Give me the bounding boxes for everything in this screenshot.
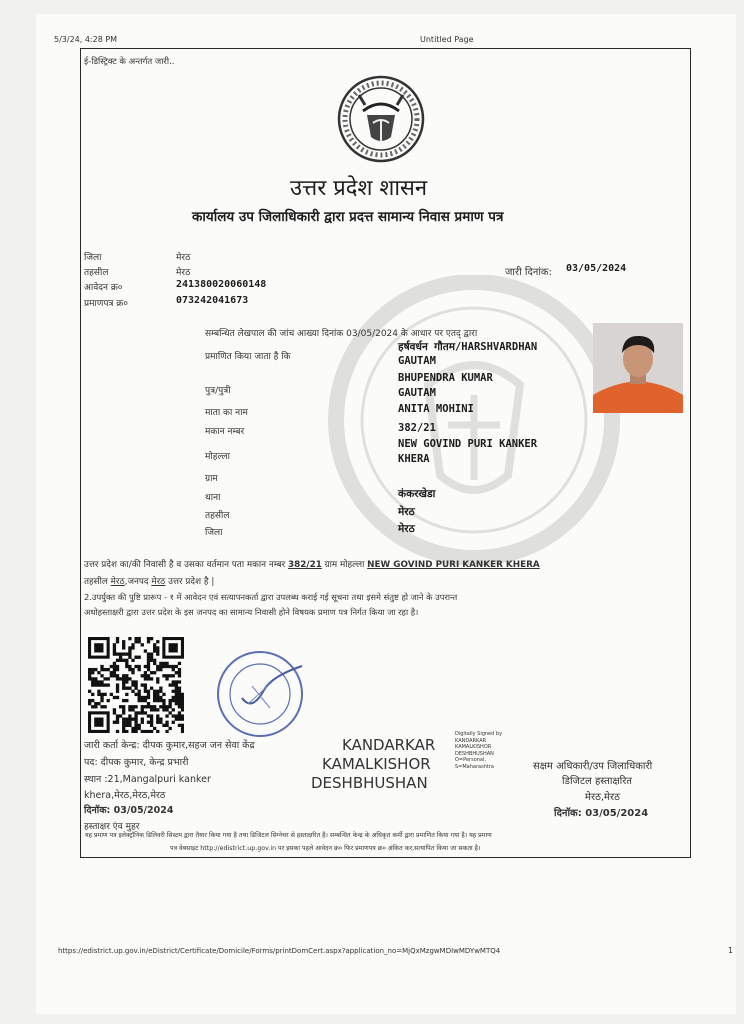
residence-paragraph-line-1 xyxy=(84,558,540,570)
gram-label: ग्राम xyxy=(205,474,218,484)
issuer-center: जारी कर्ता केन्द्र: दीपक कुमार,सहज जन सेवा केंद्र xyxy=(84,740,255,751)
meta-district-value: मेरठ xyxy=(176,253,191,263)
footer-note-line-2: पत्र वेबसाइट http://edistrict.up.gov.in पर इसका पहले आवेदन क्र० फिर प्रमाणपत्र क्र० अंकित कर,सत्यापित किया जा सकता है। xyxy=(170,845,481,852)
mohalla-line-1: NEW GOVIND PURI KANKER xyxy=(398,438,538,450)
signer-line-2: KAMALKISHOR xyxy=(322,755,431,773)
footer-note-line-1: यह प्रमाण पत्र इलेक्ट्रॉनिक डिलिवरी सिस्टम द्वारा तैयार किया गया है तथा डिजिटल सिग्नेचर से हस्ताक्षरित है। सम्बन्धित केन्द्र के अधिकृत कर्मी द्वारा प्रमाणित किया गया है। यह प्रमाण xyxy=(85,832,492,839)
tehsil-value: मेरठ xyxy=(398,506,415,518)
confirmation-line-1: 2.उपर्युक्त की पुष्टि प्रारूप - १ में आवेदन एवं सत्यापनकर्ता द्वारा उपलब्ध कराई गई सूचना तथा इसमे संतुष्ट हो जाने के उपरान्त xyxy=(84,592,458,602)
digital-signature-details xyxy=(455,731,502,770)
intro-line-2: प्रमाणित किया जाता है कि xyxy=(205,352,291,362)
confirmation-line-2: अधोहस्ताक्षरी द्वारा उत्तर प्रदेश के इस जनपद का सामान्य निवासी होने विषयक प्रमाण पत्र निर्गत किया जा रहा है। xyxy=(84,607,419,617)
photo-portrait xyxy=(593,323,683,413)
digital-sig-line: KAMALKISHOR xyxy=(455,744,492,750)
signer-line-3: DESHBHUSHAN xyxy=(311,774,428,792)
applicant-name-line-1: हर्षवर्धन गौतम/HARSHVARDHAN xyxy=(398,341,538,353)
certificate-subtitle: कार्यालय उप जिलाधिकारी द्वारा प्रदत्त सामान्य निवास प्रमाण पत्र xyxy=(192,209,504,225)
authority-digital: डिजिटल हस्ताक्षरित xyxy=(562,776,632,787)
digital-sig-line: O=Personal, xyxy=(455,757,486,763)
certificate-number: 073242041673 xyxy=(176,295,249,306)
para1-house: 382/21 xyxy=(288,560,322,570)
issuer-designation: पद: दीपक कुमार, केन्द्र प्रभारी xyxy=(84,757,189,768)
meta-certificate-label: प्रमाणपत्र क्र० xyxy=(84,299,128,309)
district-value: मेरठ xyxy=(398,523,415,535)
digital-sig-line: Digitally Signed by xyxy=(455,731,503,737)
watermark-emblem xyxy=(318,275,630,565)
digital-sig-line: S=Maharashtra xyxy=(455,763,494,770)
print-url: https://edistrict.up.gov.in/eDistrict/Certificate/Domicile/Forms/printDomCert.aspx?application_no=MjQxMzgwMDIwMDYwMTQ4 xyxy=(58,947,501,955)
issue-date: 03/05/2024 xyxy=(566,263,627,274)
applicant-name-line-2: GAUTAM xyxy=(398,355,436,367)
intro-line-1: सम्बन्धित लेखपाल की जांच आख्या दिनांक 03/05/2024 के आधार पर एतद् द्वारा xyxy=(205,329,478,339)
mohalla-line-2: KHERA xyxy=(398,453,430,465)
mother-label: माता का नाम xyxy=(205,408,248,418)
para1-text-e: उत्तर प्रदेश है | xyxy=(168,577,215,587)
gov-title: उत्तर प्रदेश शासन xyxy=(290,176,428,201)
parent-name-line-2: GAUTAM xyxy=(398,387,436,399)
meta-district-label: जिला xyxy=(84,253,102,263)
district-label: जिला xyxy=(205,528,223,538)
authority-place: मेरठ,मेरठ xyxy=(585,792,620,803)
application-number: 241380020060148 xyxy=(176,279,267,290)
digital-sig-line: KANDARKAR xyxy=(455,737,487,744)
issuer-address: khera,मेरठ,मेरठ,मेरठ xyxy=(84,790,166,801)
authority-title: सक्षम अधिकारी/उप जिलाधिकारी xyxy=(533,761,653,772)
issuer-signature-label: हस्ताक्षर एंव मुहर xyxy=(84,822,140,832)
house-label: मकान नम्बर xyxy=(205,427,245,437)
meta-tehsil-label: तहसील xyxy=(84,268,109,278)
print-page-number: 1 xyxy=(728,946,734,955)
authority-date: दिनॉक: 03/05/2024 xyxy=(554,808,649,819)
thana-value: कंकरखेडा xyxy=(398,488,436,500)
relation-label: पुत्र/पुत्री xyxy=(205,386,231,396)
residence-paragraph-line-2 xyxy=(84,575,214,587)
house-number: 382/21 xyxy=(398,422,436,434)
parent-name-line-1: BHUPENDRA KUMAR xyxy=(398,372,493,384)
issuer-place: स्थान :21,Mangalpuri kanker xyxy=(84,774,211,785)
print-page-title: Untitled Page xyxy=(420,35,474,44)
para1-text-d: ,जनपद xyxy=(124,577,149,587)
tehsil-label: तहसील xyxy=(205,511,230,521)
meta-application-label: आवेदन क्र० xyxy=(84,283,123,293)
issue-date-label: जारी दिनांक: xyxy=(505,267,552,278)
para1-tehsil: मेरठ xyxy=(110,577,125,587)
up-emblem-icon xyxy=(337,75,425,163)
para1-district: मेरठ xyxy=(151,577,166,587)
official-seal-icon xyxy=(212,646,312,742)
signer-line-1: KANDARKAR xyxy=(342,736,436,754)
issuer-date: दिनॉक: 03/05/2024 xyxy=(84,805,174,816)
digital-sig-line: DESHBHUSHAN xyxy=(455,750,494,757)
meta-tehsil-value: मेरठ xyxy=(176,268,191,278)
para1-text-c: तहसील xyxy=(84,577,108,587)
print-datetime: 5/3/24, 4:28 PM xyxy=(54,35,118,44)
mother-name: ANITA MOHINI xyxy=(398,403,474,415)
mohalla-label: मोहल्ला xyxy=(205,452,230,462)
thana-label: थाना xyxy=(205,493,221,503)
para1-text-a: उत्तर प्रदेश का/की निवासी है व उसका वर्तमान पता मकान नम्बर xyxy=(84,560,286,570)
para1-mohalla: NEW GOVIND PURI KANKER KHERA xyxy=(367,560,540,570)
top-note: ई-डिस्ट्रिक्ट के अन्तर्गत जारी.. xyxy=(84,57,175,67)
qr-code-icon xyxy=(88,637,184,733)
para1-text-b: ग्राम मोहल्ला xyxy=(324,560,365,570)
